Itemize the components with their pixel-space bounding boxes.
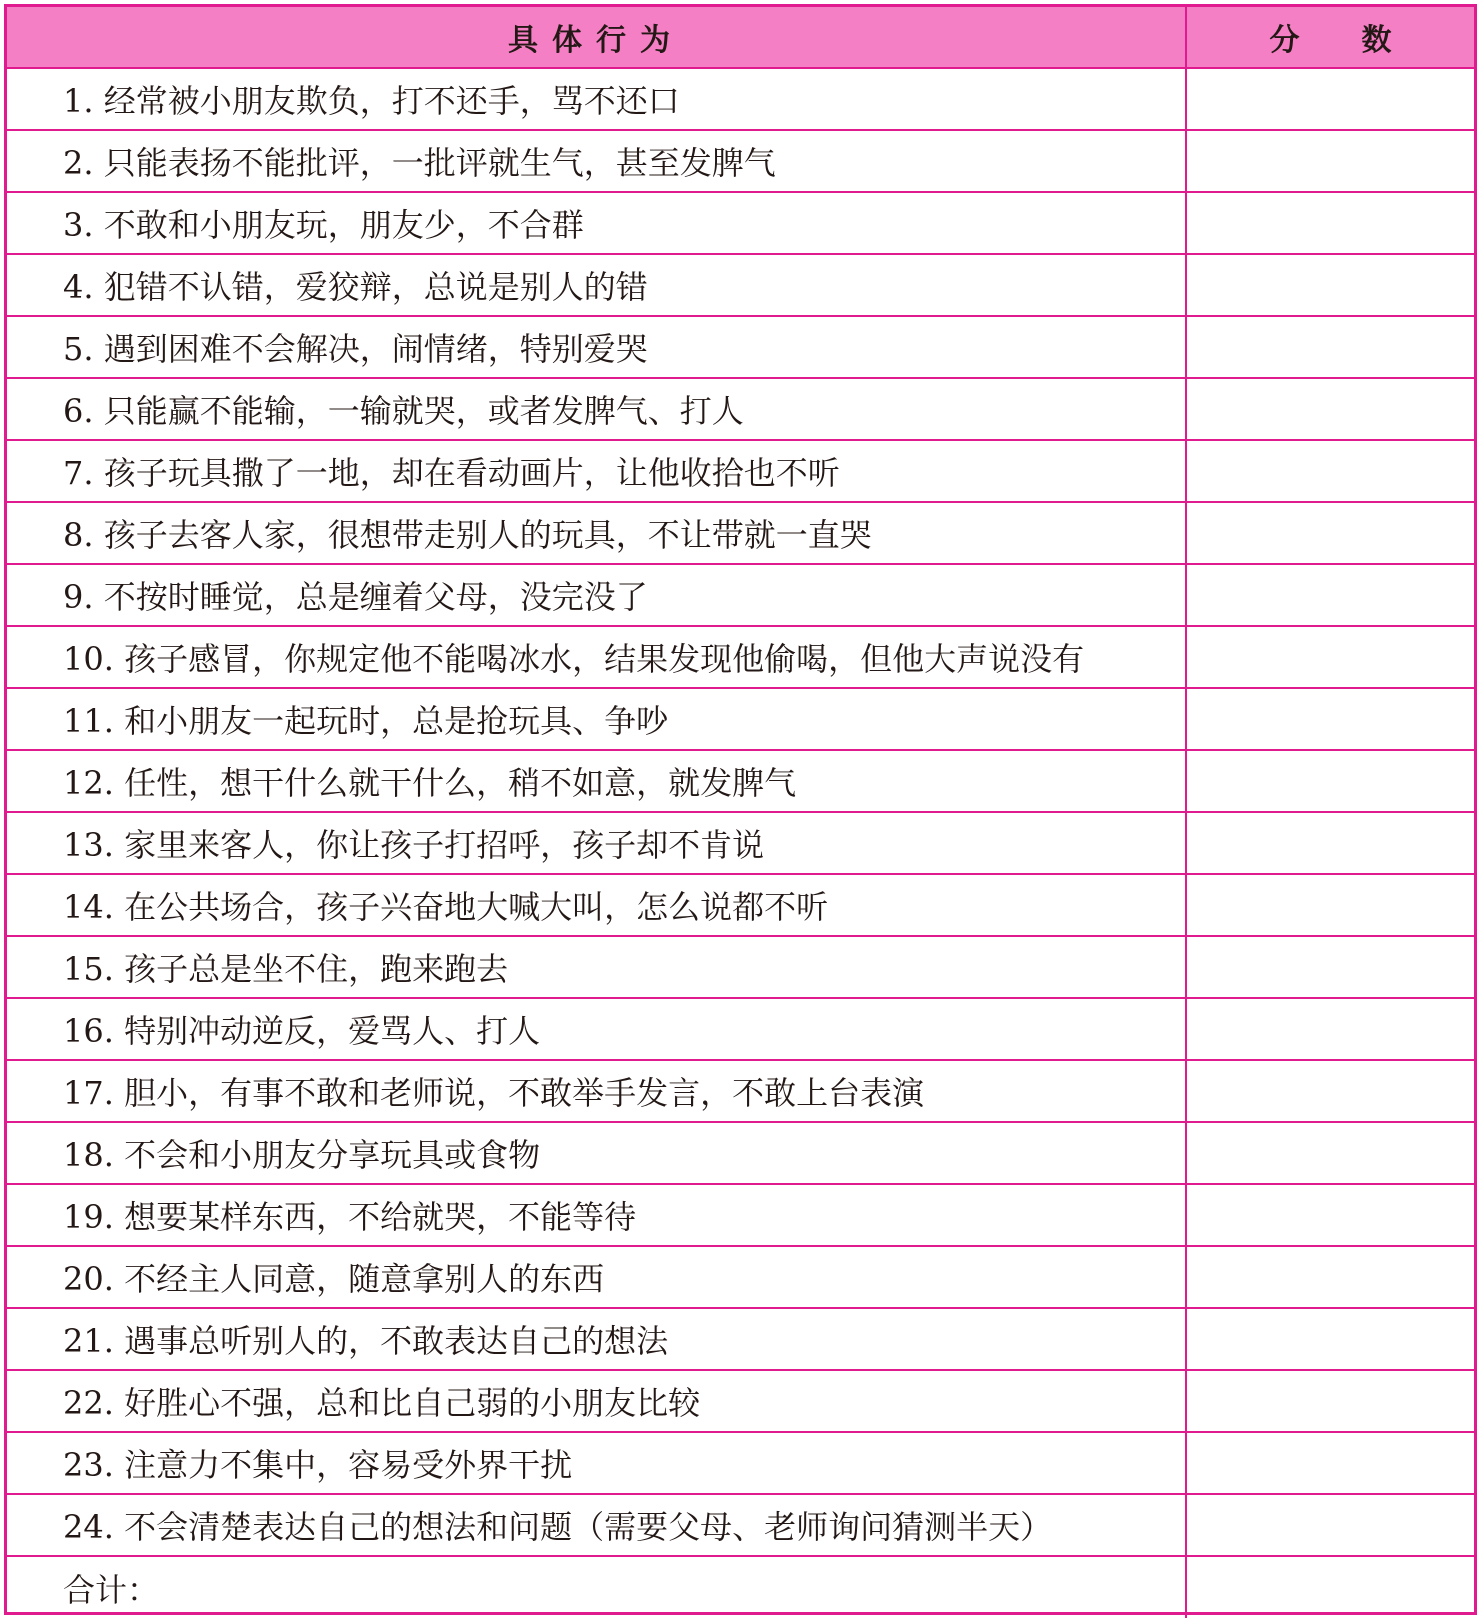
behavior-cell: 21. 遇事总听别人的，不敢表达自己的想法 xyxy=(7,1308,1186,1370)
table-row xyxy=(7,812,1474,874)
table-header-row xyxy=(7,7,1474,68)
behavior-cell: 5. 遇到困难不会解决，闹情绪，特别爱哭 xyxy=(7,316,1186,378)
table-row xyxy=(7,1246,1474,1308)
table-row xyxy=(7,1432,1474,1494)
table-row xyxy=(7,1122,1474,1184)
score-cell[interactable] xyxy=(1186,1184,1474,1246)
table-row xyxy=(7,440,1474,502)
behavior-cell: 3. 不敢和小朋友玩，朋友少，不合群 xyxy=(7,192,1186,254)
score-column-header xyxy=(1186,7,1474,68)
score-cell[interactable] xyxy=(1186,1370,1474,1432)
table-row xyxy=(7,1184,1474,1246)
behavior-cell: 19. 想要某样东西，不给就哭，不能等待 xyxy=(7,1184,1186,1246)
score-cell[interactable] xyxy=(1186,440,1474,502)
table-row xyxy=(7,502,1474,564)
table-row xyxy=(7,998,1474,1060)
behavior-cell: 1. 经常被小朋友欺负，打不还手，骂不还口 xyxy=(7,68,1186,130)
score-cell[interactable] xyxy=(1186,688,1474,750)
score-cell[interactable] xyxy=(1186,936,1474,998)
table-row xyxy=(7,1060,1474,1122)
table-row xyxy=(7,936,1474,998)
behavior-cell: 15. 孩子总是坐不住，跑来跑去 xyxy=(7,936,1186,998)
score-cell[interactable] xyxy=(1186,1246,1474,1308)
behavior-cell: 4. 犯错不认错，爱狡辩，总说是别人的错 xyxy=(7,254,1186,316)
behavior-cell: 8. 孩子去客人家，很想带走别人的玩具，不让带就一直哭 xyxy=(7,502,1186,564)
behavior-column-header: 具体行为 xyxy=(7,7,1186,68)
score-header-char-1: 分 xyxy=(1269,23,1300,58)
behavior-cell: 9. 不按时睡觉，总是缠着父母，没完没了 xyxy=(7,564,1186,626)
behavior-cell: 24. 不会清楚表达自己的想法和问题（需要父母、老师询问猜测半天） xyxy=(7,1494,1186,1556)
score-cell[interactable] xyxy=(1186,316,1474,378)
score-cell[interactable] xyxy=(1186,502,1474,564)
table-row xyxy=(7,750,1474,812)
behavior-cell: 12. 任性，想干什么就干什么，稍不如意，就发脾气 xyxy=(7,750,1186,812)
behavior-cell: 18. 不会和小朋友分享玩具或食物 xyxy=(7,1122,1186,1184)
behavior-cell: 16. 特别冲动逆反，爱骂人、打人 xyxy=(7,998,1186,1060)
table-body xyxy=(7,68,1474,1618)
total-score-cell[interactable] xyxy=(1186,1556,1474,1618)
behavior-cell: 23. 注意力不集中，容易受外界干扰 xyxy=(7,1432,1186,1494)
behavior-cell: 11. 和小朋友一起玩时，总是抢玩具、争吵 xyxy=(7,688,1186,750)
behavior-cell: 2. 只能表扬不能批评，一批评就生气，甚至发脾气 xyxy=(7,130,1186,192)
behavior-cell: 13. 家里来客人，你让孩子打招呼，孩子却不肯说 xyxy=(7,812,1186,874)
score-cell[interactable] xyxy=(1186,192,1474,254)
table-row xyxy=(7,1308,1474,1370)
score-cell[interactable] xyxy=(1186,1494,1474,1556)
score-cell[interactable] xyxy=(1186,998,1474,1060)
score-cell[interactable] xyxy=(1186,1060,1474,1122)
score-cell[interactable] xyxy=(1186,564,1474,626)
total-row xyxy=(7,1556,1474,1618)
score-cell[interactable] xyxy=(1186,812,1474,874)
score-cell[interactable] xyxy=(1186,130,1474,192)
table-row xyxy=(7,316,1474,378)
behavior-cell: 7. 孩子玩具撒了一地，却在看动画片，让他收拾也不听 xyxy=(7,440,1186,502)
table-row xyxy=(7,192,1474,254)
score-header-char-2: 数 xyxy=(1361,23,1392,58)
behavior-cell: 10. 孩子感冒，你规定他不能喝冰水，结果发现他偷喝，但他大声说没有 xyxy=(7,626,1186,688)
score-cell[interactable] xyxy=(1186,1432,1474,1494)
table-row xyxy=(7,130,1474,192)
behavior-score-sheet xyxy=(4,4,1477,1615)
behavior-table xyxy=(7,7,1474,1618)
behavior-cell: 14. 在公共场合，孩子兴奋地大喊大叫，怎么说都不听 xyxy=(7,874,1186,936)
score-cell[interactable] xyxy=(1186,750,1474,812)
score-cell[interactable] xyxy=(1186,378,1474,440)
score-cell[interactable] xyxy=(1186,68,1474,130)
total-label: 合计： xyxy=(7,1556,1186,1618)
table-row xyxy=(7,1494,1474,1556)
score-cell[interactable] xyxy=(1186,874,1474,936)
table-row xyxy=(7,378,1474,440)
table-row xyxy=(7,688,1474,750)
score-cell[interactable] xyxy=(1186,1122,1474,1184)
score-cell[interactable] xyxy=(1186,1308,1474,1370)
table-row xyxy=(7,626,1474,688)
behavior-cell: 22. 好胜心不强，总和比自己弱的小朋友比较 xyxy=(7,1370,1186,1432)
behavior-cell: 6. 只能赢不能输，一输就哭，或者发脾气、打人 xyxy=(7,378,1186,440)
table-row xyxy=(7,254,1474,316)
table-row xyxy=(7,564,1474,626)
behavior-cell: 17. 胆小，有事不敢和老师说，不敢举手发言，不敢上台表演 xyxy=(7,1060,1186,1122)
table-row xyxy=(7,1370,1474,1432)
table-row xyxy=(7,874,1474,936)
table-row xyxy=(7,68,1474,130)
behavior-cell: 20. 不经主人同意，随意拿别人的东西 xyxy=(7,1246,1186,1308)
score-cell[interactable] xyxy=(1186,254,1474,316)
score-cell[interactable] xyxy=(1186,626,1474,688)
